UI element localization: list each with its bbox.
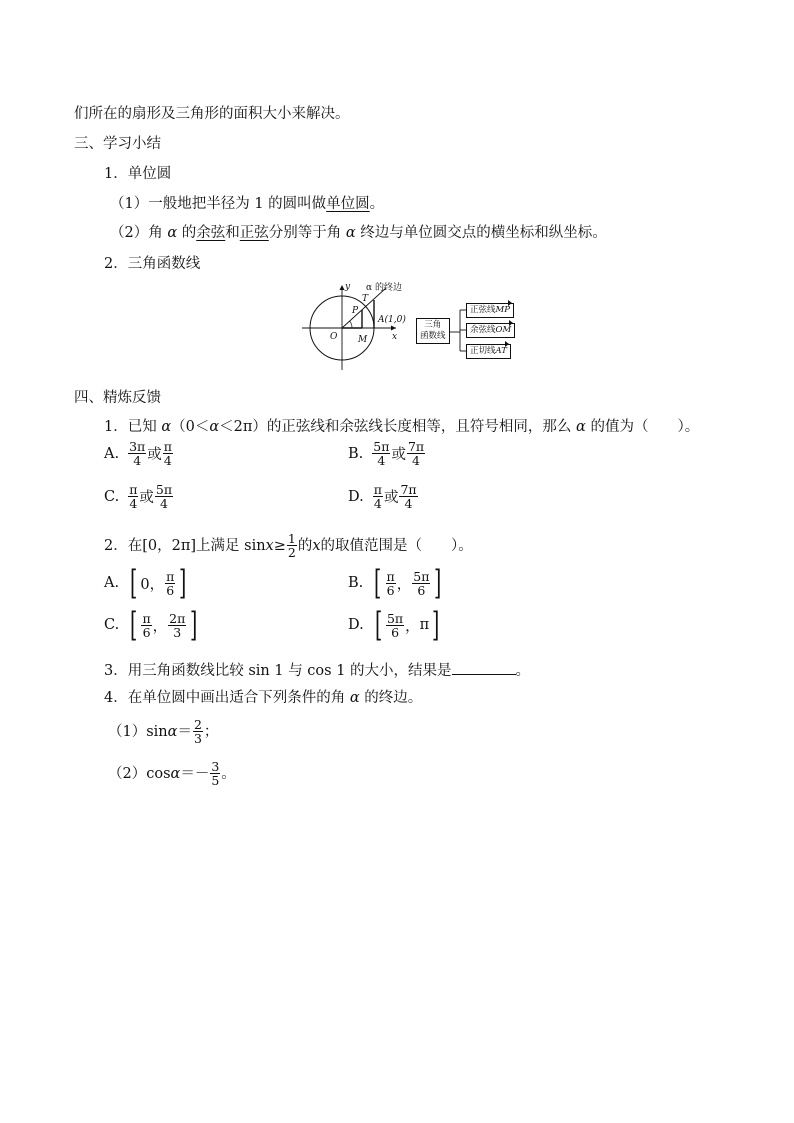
q1-alpha: α [161, 419, 172, 435]
q2-a-label: A. [104, 575, 120, 591]
intro-line: 们所在的扇形及三角形的面积大小来解决。 [74, 106, 350, 122]
p1-pre: （1）一般地把半径为 1 的圆叫做 [110, 196, 327, 212]
q1-a-or: 或 [147, 447, 162, 463]
q2-option-b[interactable] [348, 563, 445, 603]
p1-post: 。 [369, 196, 385, 212]
den: 6 [386, 582, 395, 598]
q4-pre: 4．在单位圆中画出适合下列条件的角 [104, 690, 350, 706]
q4-sub1-frac [193, 718, 203, 745]
label-T: T [362, 294, 369, 304]
left-bracket: [ [374, 605, 382, 645]
q4-sub1-pre: （1）sin [108, 723, 168, 740]
q1-option-c[interactable] [104, 483, 174, 510]
q1-d-frac2 [399, 483, 417, 510]
angle-arc [350, 321, 353, 328]
term-sine: 正弦 [239, 225, 269, 241]
label-x: x [392, 332, 398, 342]
term-unit-circle: 单位圆 [326, 196, 370, 212]
q2-x2: x [312, 537, 321, 554]
right-bracket: ] [190, 605, 198, 645]
den: 3 [193, 731, 202, 746]
q2-mid: 的 [297, 537, 313, 554]
right-bracket: ] [179, 563, 187, 603]
trig-lines-diagram [300, 280, 530, 372]
q1-c-or: 或 [139, 490, 154, 506]
item2-title: 2．三角函数线 [104, 256, 201, 272]
num: π [166, 568, 175, 584]
q2-x: x [265, 537, 274, 554]
p2-mid1: 的 [177, 225, 197, 241]
num: 5π [373, 439, 390, 454]
q1-b-label: B. [348, 445, 364, 462]
q4-sub2 [108, 760, 236, 787]
y-axis-arrow [340, 285, 345, 290]
label-P: P [352, 306, 359, 316]
den: 4 [373, 496, 382, 511]
q4-sub2-alpha: α [170, 765, 181, 782]
section3-title: 三、学习小结 [74, 136, 161, 152]
label-O: O [330, 332, 338, 342]
item1-title: 1．单位圆 [104, 166, 172, 182]
q1-paren2: ＜2π）的正弦线和余弦线长度相等，且符号相同，那么 [219, 419, 577, 435]
den: 2 [287, 545, 296, 560]
q2-post: 的取值范围是（ ）。 [320, 537, 473, 554]
num: 2 [193, 717, 202, 732]
q1-post: 的值为（ ）。 [585, 419, 700, 435]
q2-c-interval [127, 605, 200, 645]
q2-c-frac2 [168, 612, 186, 639]
q2-b-frac1 [386, 570, 396, 597]
den: 4 [412, 453, 420, 468]
box-trig-line2: 函数线 [420, 331, 446, 341]
num: 3 [211, 759, 220, 774]
q2-a-interval [127, 563, 189, 603]
vector-MP: MP [495, 305, 510, 315]
q1-d-frac1 [373, 483, 383, 510]
q2-b-interval [371, 563, 444, 603]
q1-b-frac2 [407, 440, 425, 467]
q4-post: 的终边。 [359, 690, 423, 706]
q1-option-d[interactable] [348, 483, 419, 510]
vector-AT: AT [495, 346, 507, 356]
left-bracket: [ [130, 605, 138, 645]
q1-b-frac1 [372, 440, 390, 467]
q2-c-frac1 [141, 612, 151, 639]
num: 5π [155, 482, 173, 497]
q4-sub1 [108, 718, 218, 745]
q4-sub2-post: 。 [221, 765, 236, 782]
q3-answer-blank[interactable] [452, 660, 516, 675]
q2-d-tail: π [419, 617, 430, 633]
x-axis-arrow [391, 326, 396, 331]
q1-alpha3: α [576, 419, 586, 435]
right-bracket: ] [432, 605, 440, 645]
q1-stem [104, 417, 699, 437]
box-cosine-line [466, 323, 515, 338]
left-bracket: [ [130, 563, 138, 603]
q2-half [287, 532, 297, 559]
den: 6 [391, 624, 400, 640]
q1-c-frac2 [155, 483, 173, 510]
q4-alpha: α [349, 690, 360, 706]
box-tangent-line [466, 344, 511, 359]
den: 3 [173, 624, 182, 640]
para-unit-circle [110, 194, 384, 214]
section4-title: 四、精炼反馈 [74, 390, 161, 406]
q4-sub2-frac [210, 760, 220, 787]
q4-sub1-alpha: α [167, 723, 178, 740]
num: 2π [169, 610, 186, 626]
q1-pre: 1．已知 [104, 419, 162, 435]
q2-option-d[interactable] [348, 605, 442, 645]
q1-c-label: C. [104, 488, 120, 505]
q1-a-frac1 [128, 440, 146, 467]
q2-stem [104, 532, 473, 559]
num: π [386, 568, 395, 584]
q2-option-a[interactable] [104, 563, 190, 603]
q3-stem [104, 660, 530, 681]
num: π [142, 610, 151, 626]
q1-d-label: D. [348, 488, 364, 505]
q3-post: 。 [515, 663, 531, 679]
term-cosine: 余弦 [196, 225, 226, 241]
q2-b-label: B. [348, 575, 364, 591]
den: 4 [133, 453, 142, 468]
para-sine-cosine [110, 223, 607, 243]
box-trig-lines [416, 318, 450, 344]
label-M: M [358, 335, 368, 345]
q2-option-c[interactable] [104, 605, 201, 645]
q4-sub2-pre: （2）cos [108, 765, 171, 782]
q2-c-sep: ， [152, 618, 168, 635]
p2-alpha2: α [345, 225, 356, 241]
den: 4 [129, 496, 138, 511]
p2-pre: （2）角 [110, 225, 168, 241]
den: 6 [417, 582, 426, 598]
q2-a-left: 0， [140, 576, 165, 593]
q3-pre: 3．用三角函数线比较 sin 1 与 cos 1 的大小，结果是 [104, 663, 452, 679]
p2-mid2: 分别等于角 [268, 225, 346, 241]
q4-sub1-post: ； [203, 723, 219, 740]
q1-c-frac1 [128, 483, 138, 510]
p2-and: 和 [225, 225, 240, 241]
q1-option-b[interactable] [348, 440, 426, 467]
den: 4 [160, 496, 168, 511]
q1-paren: （0＜ [171, 419, 210, 435]
q4-sub2-eq: ＝－ [180, 765, 210, 782]
num: 7π [407, 439, 425, 454]
box-cosine-label: 余弦线 [470, 325, 496, 335]
q2-c-label: C. [104, 617, 120, 633]
label-y: y [345, 282, 351, 292]
q4-sub1-eq: ＝ [177, 723, 192, 740]
left-bracket: [ [374, 563, 382, 603]
right-bracket: ] [434, 563, 442, 603]
q1-a-label: A. [104, 445, 120, 462]
box-tangent-label: 正切线 [470, 346, 496, 356]
q4-stem [104, 688, 422, 708]
q1-alpha2: α [209, 419, 220, 435]
q2-ge: ≥ [273, 537, 286, 554]
q1-a-frac2 [163, 440, 173, 467]
den: 4 [404, 496, 413, 511]
label-A: A(1,0) [378, 315, 406, 325]
label-alpha-terminal: α 的终边 [366, 283, 402, 293]
p2-post: 终边与单位圆交点的横坐标和纵坐标。 [355, 225, 607, 241]
den: 5 [211, 773, 220, 788]
num: π [163, 439, 172, 454]
q2-b-sep: ， [396, 576, 412, 593]
den: 6 [142, 624, 151, 640]
num: 7π [400, 482, 417, 497]
p2-alpha: α [167, 225, 178, 241]
q2-a-frac [165, 570, 175, 597]
q1-b-or: 或 [391, 447, 406, 463]
box-trig-line1: 三角 [424, 320, 442, 330]
q1-option-a[interactable] [104, 440, 174, 467]
den: 6 [166, 582, 175, 598]
q1-d-or: 或 [383, 490, 399, 506]
den: 4 [163, 453, 172, 468]
vector-OM: OM [495, 325, 512, 335]
box-sine-label: 正弦线 [470, 305, 496, 315]
q2-d-label: D. [348, 617, 364, 633]
q2-d-frac1 [386, 612, 404, 639]
q2-d-sep: ， [405, 618, 420, 635]
box-sine-line [466, 303, 514, 318]
num: π [373, 482, 382, 497]
num: 3π [129, 439, 146, 454]
q2-pre: 2．在[0，2π]上满足 sin [104, 537, 266, 554]
num: 1 [287, 531, 296, 546]
num: π [129, 482, 138, 497]
num: 5π [413, 568, 430, 584]
q2-d-interval [372, 605, 443, 645]
num: 5π [386, 610, 404, 626]
q2-b-frac2 [412, 570, 430, 597]
den: 4 [377, 453, 386, 468]
